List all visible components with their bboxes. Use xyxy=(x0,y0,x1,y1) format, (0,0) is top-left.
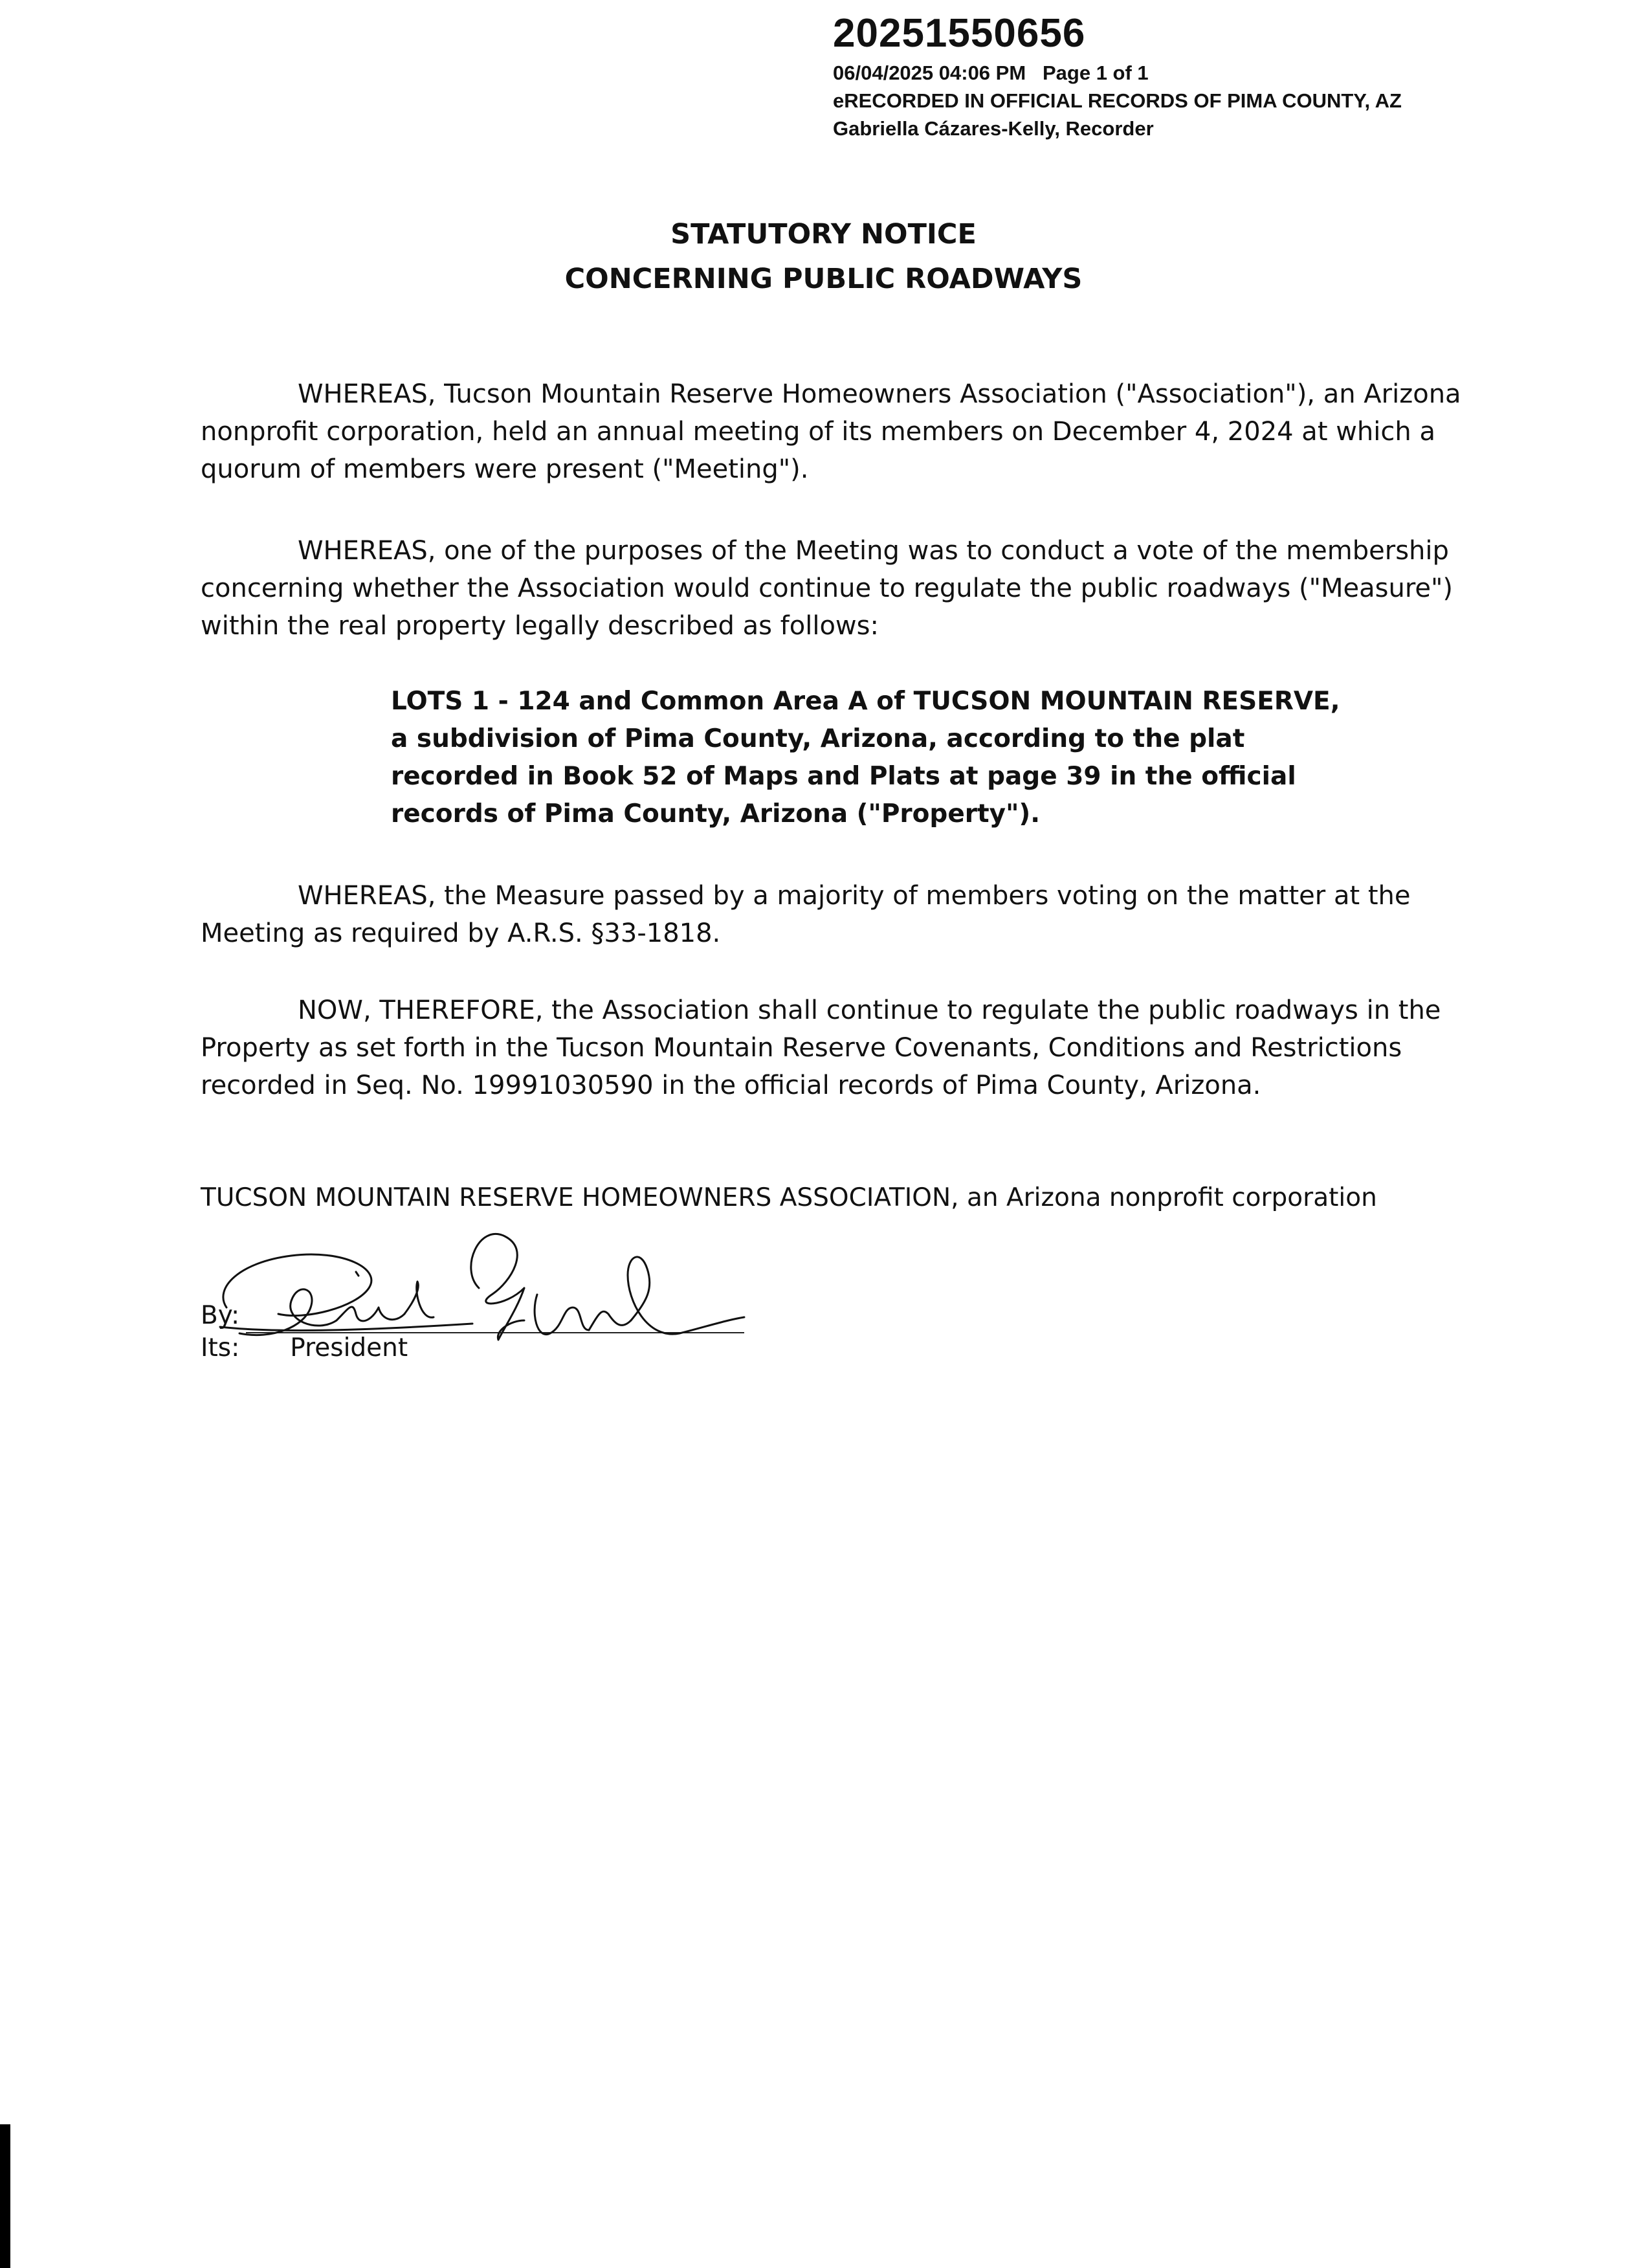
text-line: WHEREAS, the Measure passed by a majority of members voting on the matter at the xyxy=(298,881,1411,911)
recording-datetime: 06/04/2025 04:06 PM Page 1 of 1 xyxy=(833,61,1149,85)
whereas-paragraph-3 xyxy=(201,877,1424,952)
text-line: recorded in Book 52 of Maps and Plats at page 39 in the official xyxy=(391,762,1296,791)
text-line: concerning whether the Association would continue to regulate the public roadways ("Measure") xyxy=(201,573,1454,603)
text-line: Property as set forth in the Tucson Mountain Reserve Covenants, Conditions and Restrictions xyxy=(201,1033,1402,1063)
text-line: a subdivision of Pima County, Arizona, according to the plat xyxy=(391,724,1245,753)
document-title xyxy=(0,212,1647,302)
association-name: TUCSON MOUNTAIN RESERVE HOMEOWNERS ASSOCIATION, an Arizona nonprofit corporation xyxy=(201,1183,1377,1212)
text-line: within the real property legally described as follows: xyxy=(201,611,879,641)
recording-office: eRECORDED IN OFFICIAL RECORDS OF PIMA COUNTY, AZ xyxy=(833,89,1402,112)
text-line: recorded in Seq. No. 19991030590 in the official records of Pima County, Arizona. xyxy=(201,1071,1261,1100)
its-row xyxy=(201,1333,408,1362)
text-line: WHEREAS, one of the purposes of the Meeting was to conduct a vote of the membership xyxy=(298,536,1449,566)
text-line: WHEREAS, Tucson Mountain Reserve Homeowners Association ("Association"), an Arizona xyxy=(298,379,1461,409)
text-line: records of Pima County, Arizona ("Property"). xyxy=(391,799,1041,828)
its-label: Its: xyxy=(201,1333,240,1362)
recording-stamp xyxy=(833,12,1402,142)
text-line: NOW, THEREFORE, the Association shall continue to regulate the public roadways in the xyxy=(298,995,1441,1025)
now-therefore-paragraph xyxy=(201,992,1441,1104)
whereas-paragraph-2 xyxy=(201,532,1454,645)
title-line-1: STATUTORY NOTICE xyxy=(670,218,977,250)
its-title: President xyxy=(290,1333,408,1362)
title-line-2: CONCERNING PUBLIC ROADWAYS xyxy=(564,262,1083,295)
legal-description xyxy=(391,683,1340,833)
whereas-paragraph-1 xyxy=(201,375,1461,488)
text-line: LOTS 1 - 124 and Common Area A of TUCSON MOUNTAIN RESERVE, xyxy=(391,687,1340,716)
recorder-name: Gabriella Cázares-Kelly, Recorder xyxy=(833,117,1154,140)
by-label: By: xyxy=(201,1301,240,1330)
text-line: Meeting as required by A.R.S. §33-1818. xyxy=(201,918,721,948)
recording-number: 20251550656 xyxy=(833,11,1086,56)
scan-edge-mark xyxy=(0,2124,10,2268)
text-line: nonprofit corporation, held an annual meeting of its members on December 4, 2024 at which a xyxy=(201,417,1435,447)
text-line: quorum of members were present ("Meeting"). xyxy=(201,454,809,484)
